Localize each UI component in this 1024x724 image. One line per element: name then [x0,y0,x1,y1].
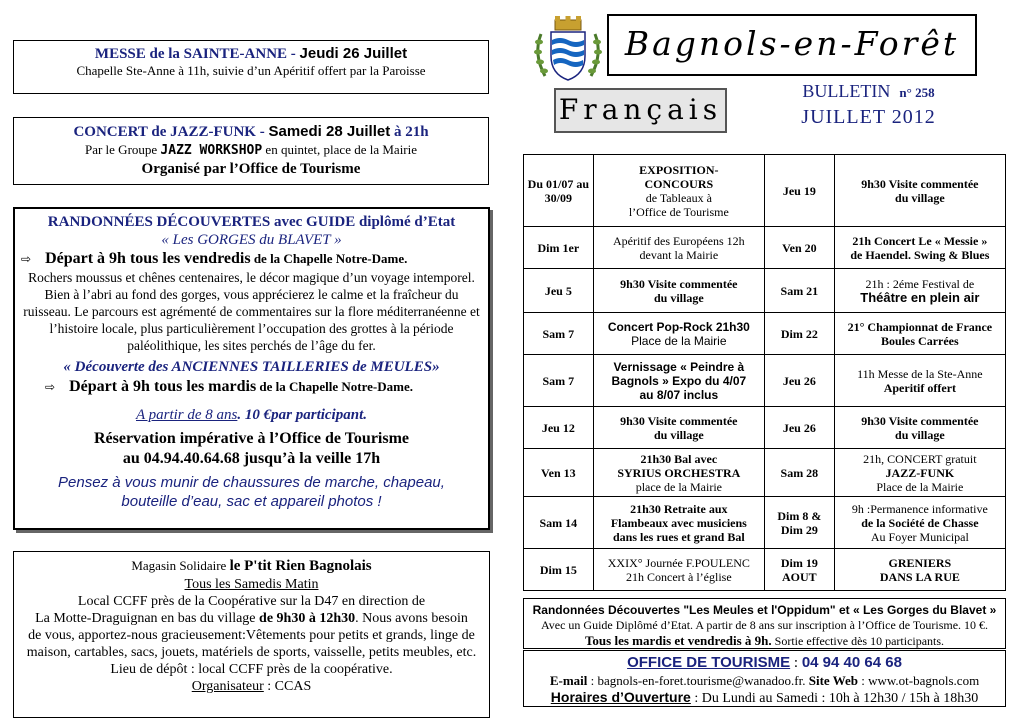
calendar-date: Jeu 5 [524,269,594,313]
magasin-title [14,556,489,576]
calendar-row [524,227,1006,269]
magasin-title-a: Magasin Solidaire [131,558,230,573]
bulletin-number: n° 258 [899,85,935,100]
calendar-body [524,155,1006,591]
magasin-org-label: Organisateur [191,679,264,694]
concert-title-b: Samedi 28 Juillet [268,123,391,140]
event-line: Place de la Mairie [876,479,964,494]
event-line: Concert Pop-Rock 21h30 [607,319,750,334]
rando-price: . 10 €par participant. [237,407,367,423]
event-line: XXIX° Journée F.POULENC [607,555,750,570]
calendar-date: Dim 19 AOUT [764,549,834,591]
office-box [523,650,1006,707]
web-label: Site Web [808,673,858,688]
calendar-event [593,407,764,449]
calendar-date: Sam 28 [764,449,834,497]
event-line: 21° Championnat de France [847,319,993,334]
event-line: Aperitif offert [883,380,957,395]
messe-title-a: MESSE de la SAINTE-ANNE - [94,46,300,62]
office-contacts [524,672,1005,689]
rando-desc: Rochers moussus et chênes centenaires, le décor magique d’un voyage intemporel. Bien à l’abri au fond des gorges, vous apprécierez le calme et la fraîcheur du ruisseau. Le parcours est agrémenté de commentaires sur la flore méditerranéenne et l’histoire locale, plus particulièrement l’occupation des grottes à la période paléolithique, les sites perchés de l’âge du fer. [23,270,480,353]
calendar-event [593,497,764,549]
calendar-event [593,449,764,497]
event-line: 21h : 2éme Festival de [865,276,975,291]
calendar-row [524,355,1006,407]
rando-dep2-b: de la Chapelle Notre-Dame. [256,379,413,394]
rando-sub1: « Les GORGES du BLAVET » [161,232,342,248]
event-line: Boules Carrées [881,333,959,348]
magasin-l2-a: La Motte-Draguignan en bas du village [35,611,260,626]
event-line: du village [653,290,704,305]
event-line: 9h30 Visite commentée [861,176,979,191]
rando-resa1: Réservation impérative à l’Office de Tourisme [93,430,410,447]
hours-label: Horaires d’Ouverture [550,689,691,705]
calendar-date: Jeu 12 [524,407,594,449]
magasin-l3: de vous, apportez-nous gracieusement:Vêtements pour petits et grands, linge de maison, cartables, sacs, jouets, matériels de sports, vaisselle, petits meubles, etc. Lieu de dépôt : local CCFF près de la coopérative. [26,628,477,677]
arrow-right-icon: ⇨ [21,252,32,266]
calendar-date: Sam 7 [524,313,594,355]
messe-title-b: Jeudi 26 Juillet [299,45,408,62]
event-line: 21h, CONCERT gratuit [863,451,977,466]
calendar-event [834,269,1005,313]
calendar-event [834,549,1005,591]
rando-footer-box [523,598,1006,649]
event-line: 21h Concert Le « Messie » [852,233,988,248]
concert-line [14,142,488,159]
calendar-event [593,313,764,355]
concert-title-c: à 21h [390,124,429,140]
bulletin-label: BULLETIN [802,81,891,101]
event-line: JAZZ-FUNK [885,465,955,480]
event-line: GRENIERS [888,555,952,570]
magasin-l2 [14,610,489,627]
office-sep: : [790,655,802,671]
event-line: de Haendel. Swing & Blues [850,247,990,262]
calendar-event [593,355,764,407]
concert-group: JAZZ WORKSHOP [160,143,263,158]
calendar-row [524,313,1006,355]
rando-dep2 [15,377,488,397]
messe-title [14,45,488,63]
calendar-event [834,355,1005,407]
calendar-row [524,407,1006,449]
town-title: Bagnols-en-Forêt [624,24,960,63]
event-line: l’Office de Tourisme [628,204,729,219]
calendar-event [834,449,1005,497]
magasin-when: Tous les Samedis Matin [184,577,319,592]
event-line: au 8/07 inclus [639,387,719,402]
office-line [524,654,1005,672]
calendar-date: Du 01/07 au 30/09 [524,155,594,227]
calendar-event [834,497,1005,549]
language-badge [554,88,727,133]
concert-line-b: en quintet, place de la Mairie [262,142,418,157]
event-line: dans les rues et grand Bal [612,529,745,544]
event-line: Apéritif des Européens 12h [613,233,745,248]
calendar-event [834,155,1005,227]
rando-box [13,207,490,530]
rando-sub2: « Découverte des ANCIENNES TAILLERIES de MEULES» [63,359,440,375]
calendar-row [524,497,1006,549]
rando-dep1 [15,249,488,269]
calendar-row [524,549,1006,591]
bulletin-line [756,80,981,104]
calendar-date: Dim 1er [524,227,594,269]
calendar-date: Ven 20 [764,227,834,269]
calendar-event [593,227,764,269]
concert-box [13,117,489,185]
event-line: 9h30 Visite commentée [861,413,979,428]
event-line: 21h Concert à l’église [626,569,732,584]
event-line: place de la Mairie [635,479,722,494]
office-label: OFFICE DE TOURISME [627,654,791,671]
event-line: CONCOURS [644,176,714,191]
calendar-event [834,227,1005,269]
rando-dep2-a: Départ à 9h tous les mardis [69,378,257,395]
language-label: Français [558,93,723,126]
messe-line: Chapelle Ste-Anne à 11h, suivie d’un Apéritif offert par la Paroisse [76,63,426,78]
calendar-event [593,549,764,591]
email-label: E-mail [549,673,588,688]
rando-age: A partir de 8 ans [135,407,238,423]
concert-title [14,122,488,142]
magasin-l2-c: . Nous avons besoin [355,611,468,626]
calendar-date: Dim 22 [764,313,834,355]
event-line: 21h30 Bal avec [640,451,718,466]
event-line: de la Société de Chasse [861,515,979,530]
event-line: 9h30 Visite commentée [620,276,738,291]
rando-foot-l2-a: Tous les mardis et vendredis à 9h. [584,633,772,648]
event-line: devant la Mairie [639,247,719,262]
arrow-right-icon: ⇨ [45,380,56,394]
office-hours [524,689,1005,707]
magasin-org [14,678,489,695]
calendar-date: Ven 13 [524,449,594,497]
web-link[interactable]: : www.ot-bagnols.com [857,673,980,688]
office-phone: 04 94 40 64 68 [801,654,902,671]
calendar-date: Jeu 19 [764,155,834,227]
calendar-row [524,449,1006,497]
magasin-org-value: : CCAS [263,679,312,694]
concert-line-a: Par le Groupe [84,142,161,157]
calendar-date: Jeu 26 [764,407,834,449]
rando-title: RANDONNÉES DÉCOUVERTES avec GUIDE diplômé d’Etat [47,214,456,230]
event-line: 21h30 Retraite aux [630,501,728,516]
event-line: Bagnols » Expo du 4/07 [611,373,747,388]
magasin-title-b: le P'tit Rien Bagnolais [229,558,372,574]
calendar-date: Sam 14 [524,497,594,549]
rando-tips: Pensez à vous munir de chaussures de marche, chapeau, bouteille d’eau, sac et appareil photos ! [58,474,445,510]
rando-foot-l2 [524,633,1005,649]
rando-dep1-a: Départ à 9h tous les vendredis [45,250,251,267]
town-crest-icon [531,14,605,86]
messe-box [13,40,489,94]
event-line: du village [653,427,704,442]
magasin-box [13,551,490,718]
events-calendar-table [523,154,1006,591]
calendar-date: Jeu 26 [764,355,834,407]
rando-foot-l1: Avec un Guide Diplômé d’Etat. A partir de 8 ans sur inscription à l’Office de Tourisme. 10 €. [540,618,989,632]
calendar-row [524,269,1006,313]
event-line: DANS LA RUE [879,569,960,584]
event-line: 9h :Permanence informative [851,501,988,516]
calendar-event [593,269,764,313]
calendar-date: Sam 7 [524,355,594,407]
calendar-row [524,155,1006,227]
event-line: du village [895,427,945,442]
event-line: 11h Messe de la Ste-Anne [857,366,983,381]
calendar-event [593,155,764,227]
title-box [607,14,977,76]
email-link[interactable]: : bagnols-en-foret.tourisme@wanadoo.fr. [587,673,809,688]
calendar-event [834,407,1005,449]
event-line: Flambeaux avec musiciens [610,515,747,530]
rando-dep1-b: de la Chapelle Notre-Dame. [250,251,408,266]
bulletin-header [756,80,981,130]
event-line: Théâtre en plein air [860,289,980,305]
event-line: Place de la Mairie [631,333,727,348]
bulletin-month: JUILLET 2012 [801,106,936,128]
event-line: 9h30 Visite commentée [620,413,738,428]
calendar-date: Sam 21 [764,269,834,313]
calendar-event [834,313,1005,355]
event-line: Vernissage « Peindre à [613,359,745,374]
magasin-l2-b: de 9h30 à 12h30 [259,611,356,626]
event-line: du village [895,190,945,205]
event-line: de Tableaux à [645,190,712,205]
rando-resa2: au 04.94.40.64.68 jusqu’à la veille 17h [122,450,381,467]
hours-value: : Du Lundi au Samedi : 10h à 12h30 / 15h à 18h30 [690,691,979,706]
event-line: SYRIUS ORCHESTRA [617,465,741,480]
calendar-date: Dim 15 [524,549,594,591]
rando-foot-title: Randonnées Découvertes "Les Meules et l'Oppidum" et « Les Gorges du Blavet » [532,603,997,617]
rando-age-price [15,405,488,425]
rando-foot-l2-b: Sortie effective dès 10 participants. [771,634,945,648]
concert-title-a: CONCERT de JAZZ-FUNK - [73,124,269,140]
event-line: EXPOSITION- [639,162,719,177]
magasin-l1: Local CCFF près de la Coopérative sur la D47 en direction de [77,594,426,609]
concert-org: Organisé par l’Office de Tourisme [141,161,361,177]
event-line: Au Foyer Municipal [870,529,969,544]
calendar-date: Dim 8 & Dim 29 [764,497,834,549]
